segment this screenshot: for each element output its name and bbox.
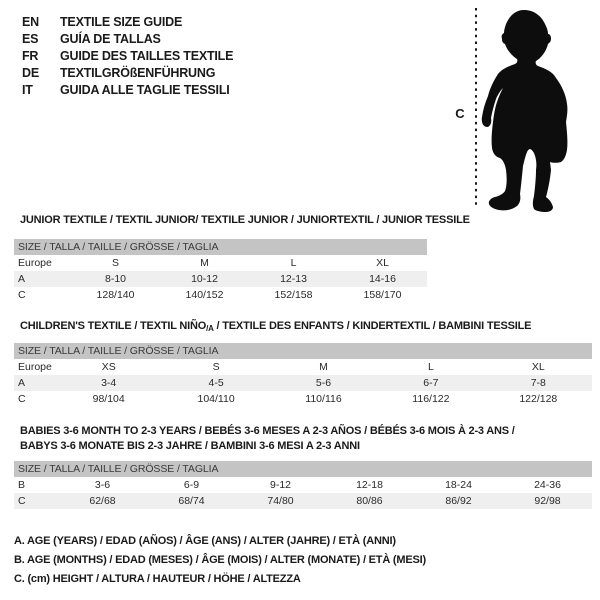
table-row-height [14,391,592,407]
table-cell: M [319,361,328,373]
row-label: Europe [18,361,52,373]
table-cell: 9-12 [269,479,291,491]
table-cell: S [111,257,119,269]
junior-table-title: JUNIOR TEXTILE / TEXTIL JUNIOR/ TEXTILE JUNIOR / JUNIORTEXTIL / JUNIOR TESSILE [20,214,470,226]
table-cell: 122/128 [519,393,558,405]
language-list [22,13,233,99]
note-a: A. AGE (YEARS) / EDAD (AÑOS) / ÂGE (ANS) / ALTER (JAHRE) / ETÀ (ANNI) [14,535,396,547]
language-code: FR [22,48,39,63]
babies-size-table [14,461,592,509]
table-cell: 12-18 [356,479,383,491]
language-code: EN [22,14,39,29]
language-name: GUIDE DES TAILLES TEXTILE [60,48,234,63]
table-cell: 10-12 [191,273,218,285]
language-row-es [22,30,233,47]
table-cell: 12-13 [280,273,307,285]
table-row-height [14,287,427,303]
table-cell: 158/170 [363,289,402,301]
table-cell: 98/104 [92,393,125,405]
language-row-fr [22,47,233,64]
table-cell: 116/122 [412,393,450,405]
language-name: GUÍA DE TALLAS [60,31,161,46]
table-cell: XS [101,361,116,373]
children-title-pre: CHILDREN'S TEXTILE / TEXTIL NIÑO [20,320,207,332]
note-c: C. (cm) HEIGHT / ALTURA / HAUTEUR / HÖHE / ALTEZZA [14,573,301,585]
table-cell: 6-9 [183,479,200,491]
table-cell: 62/68 [89,495,116,507]
table-cell: 8-10 [104,273,126,285]
table-row-age [14,271,427,287]
table-row-height [14,493,592,509]
babies-title-line2: BABYS 3-6 MONATE BIS 2-3 JAHRE / BAMBINI 3-6 MESI A 2-3 ANNI [20,440,360,452]
table-row-europe [14,255,427,271]
table-cell: 3-6 [94,479,111,491]
language-name: GUIDA ALLE TAGLIE TESSILI [60,83,230,98]
note-b: B. AGE (MONTHS) / EDAD (MESES) / ÂGE (MOIS) / ALTER (MONATE) / ETÀ (MESI) [14,554,426,566]
language-code: IT [22,83,33,98]
children-size-table [14,343,592,407]
size-header-bar: SIZE / TALLA / TAILLE / GRÖSSE / TAGLIA [14,239,427,255]
size-header-bar: SIZE / TALLA / TAILLE / GRÖSSE / TAGLIA [14,343,592,359]
language-name: TEXTILE SIZE GUIDE [60,14,183,29]
row-label: C [18,495,26,507]
language-row-en [22,13,233,30]
babies-title-line1: BABIES 3-6 MONTH TO 2-3 YEARS / BEBÉS 3-6 MESES A 2-3 AÑOS / BÉBÉS 3-6 MOIS À 2-3 ANS / [20,425,515,437]
table-cell: 4-5 [208,377,224,389]
row-label: B [18,479,26,491]
language-row-de [22,65,233,82]
junior-size-table [14,239,427,303]
table-cell: 80/86 [356,495,383,507]
table-cell: 104/110 [197,393,235,405]
size-header-bar: SIZE / TALLA / TAILLE / GRÖSSE / TAGLIA [14,461,592,477]
children-title-subscript: /A [206,324,214,333]
table-cell: 24-36 [534,479,561,491]
row-label: A [18,273,26,285]
row-label: C [18,393,26,405]
table-cell: 5-6 [315,377,332,389]
table-cell: 68/74 [178,495,205,507]
table-cell: 18-24 [445,479,472,491]
height-c-label: C [455,106,465,121]
table-cell: L [427,361,434,373]
table-cell: M [200,257,209,269]
table-cell: 6-7 [423,377,439,389]
table-cell: XL [376,257,389,269]
table-row-europe [14,359,592,375]
children-table-title [20,319,531,336]
row-label: A [18,377,26,389]
table-cell: 3-4 [101,377,117,389]
table-cell: 86/92 [445,495,472,507]
table-cell: 74/80 [267,495,294,507]
table-cell: 152/158 [274,289,313,301]
table-row-age-months [14,477,592,493]
table-row-age [14,375,592,391]
babies-table-title [20,424,515,454]
table-cell: 7-8 [530,377,546,389]
children-title-post: / TEXTILE DES ENFANTS / KINDERTEXTIL / BAMBINI TESSILE [213,320,532,332]
table-cell: 140/152 [185,289,224,301]
table-cell: S [212,361,220,373]
table-cell: 92/98 [534,495,561,507]
table-cell: L [290,257,297,269]
table-cell: 110/116 [305,393,342,405]
table-cell: XL [531,361,545,373]
language-code: DE [22,66,39,81]
legend-notes [14,532,426,589]
baby-silhouette [482,10,568,212]
language-code: ES [22,31,39,46]
language-row-it [22,82,233,99]
table-cell: 14-16 [369,273,396,285]
language-name: TEXTILGRÖßENFÜHRUNG [60,66,216,81]
table-cell: 128/140 [96,289,135,301]
row-label: C [18,289,26,301]
row-label: Europe [18,257,52,269]
